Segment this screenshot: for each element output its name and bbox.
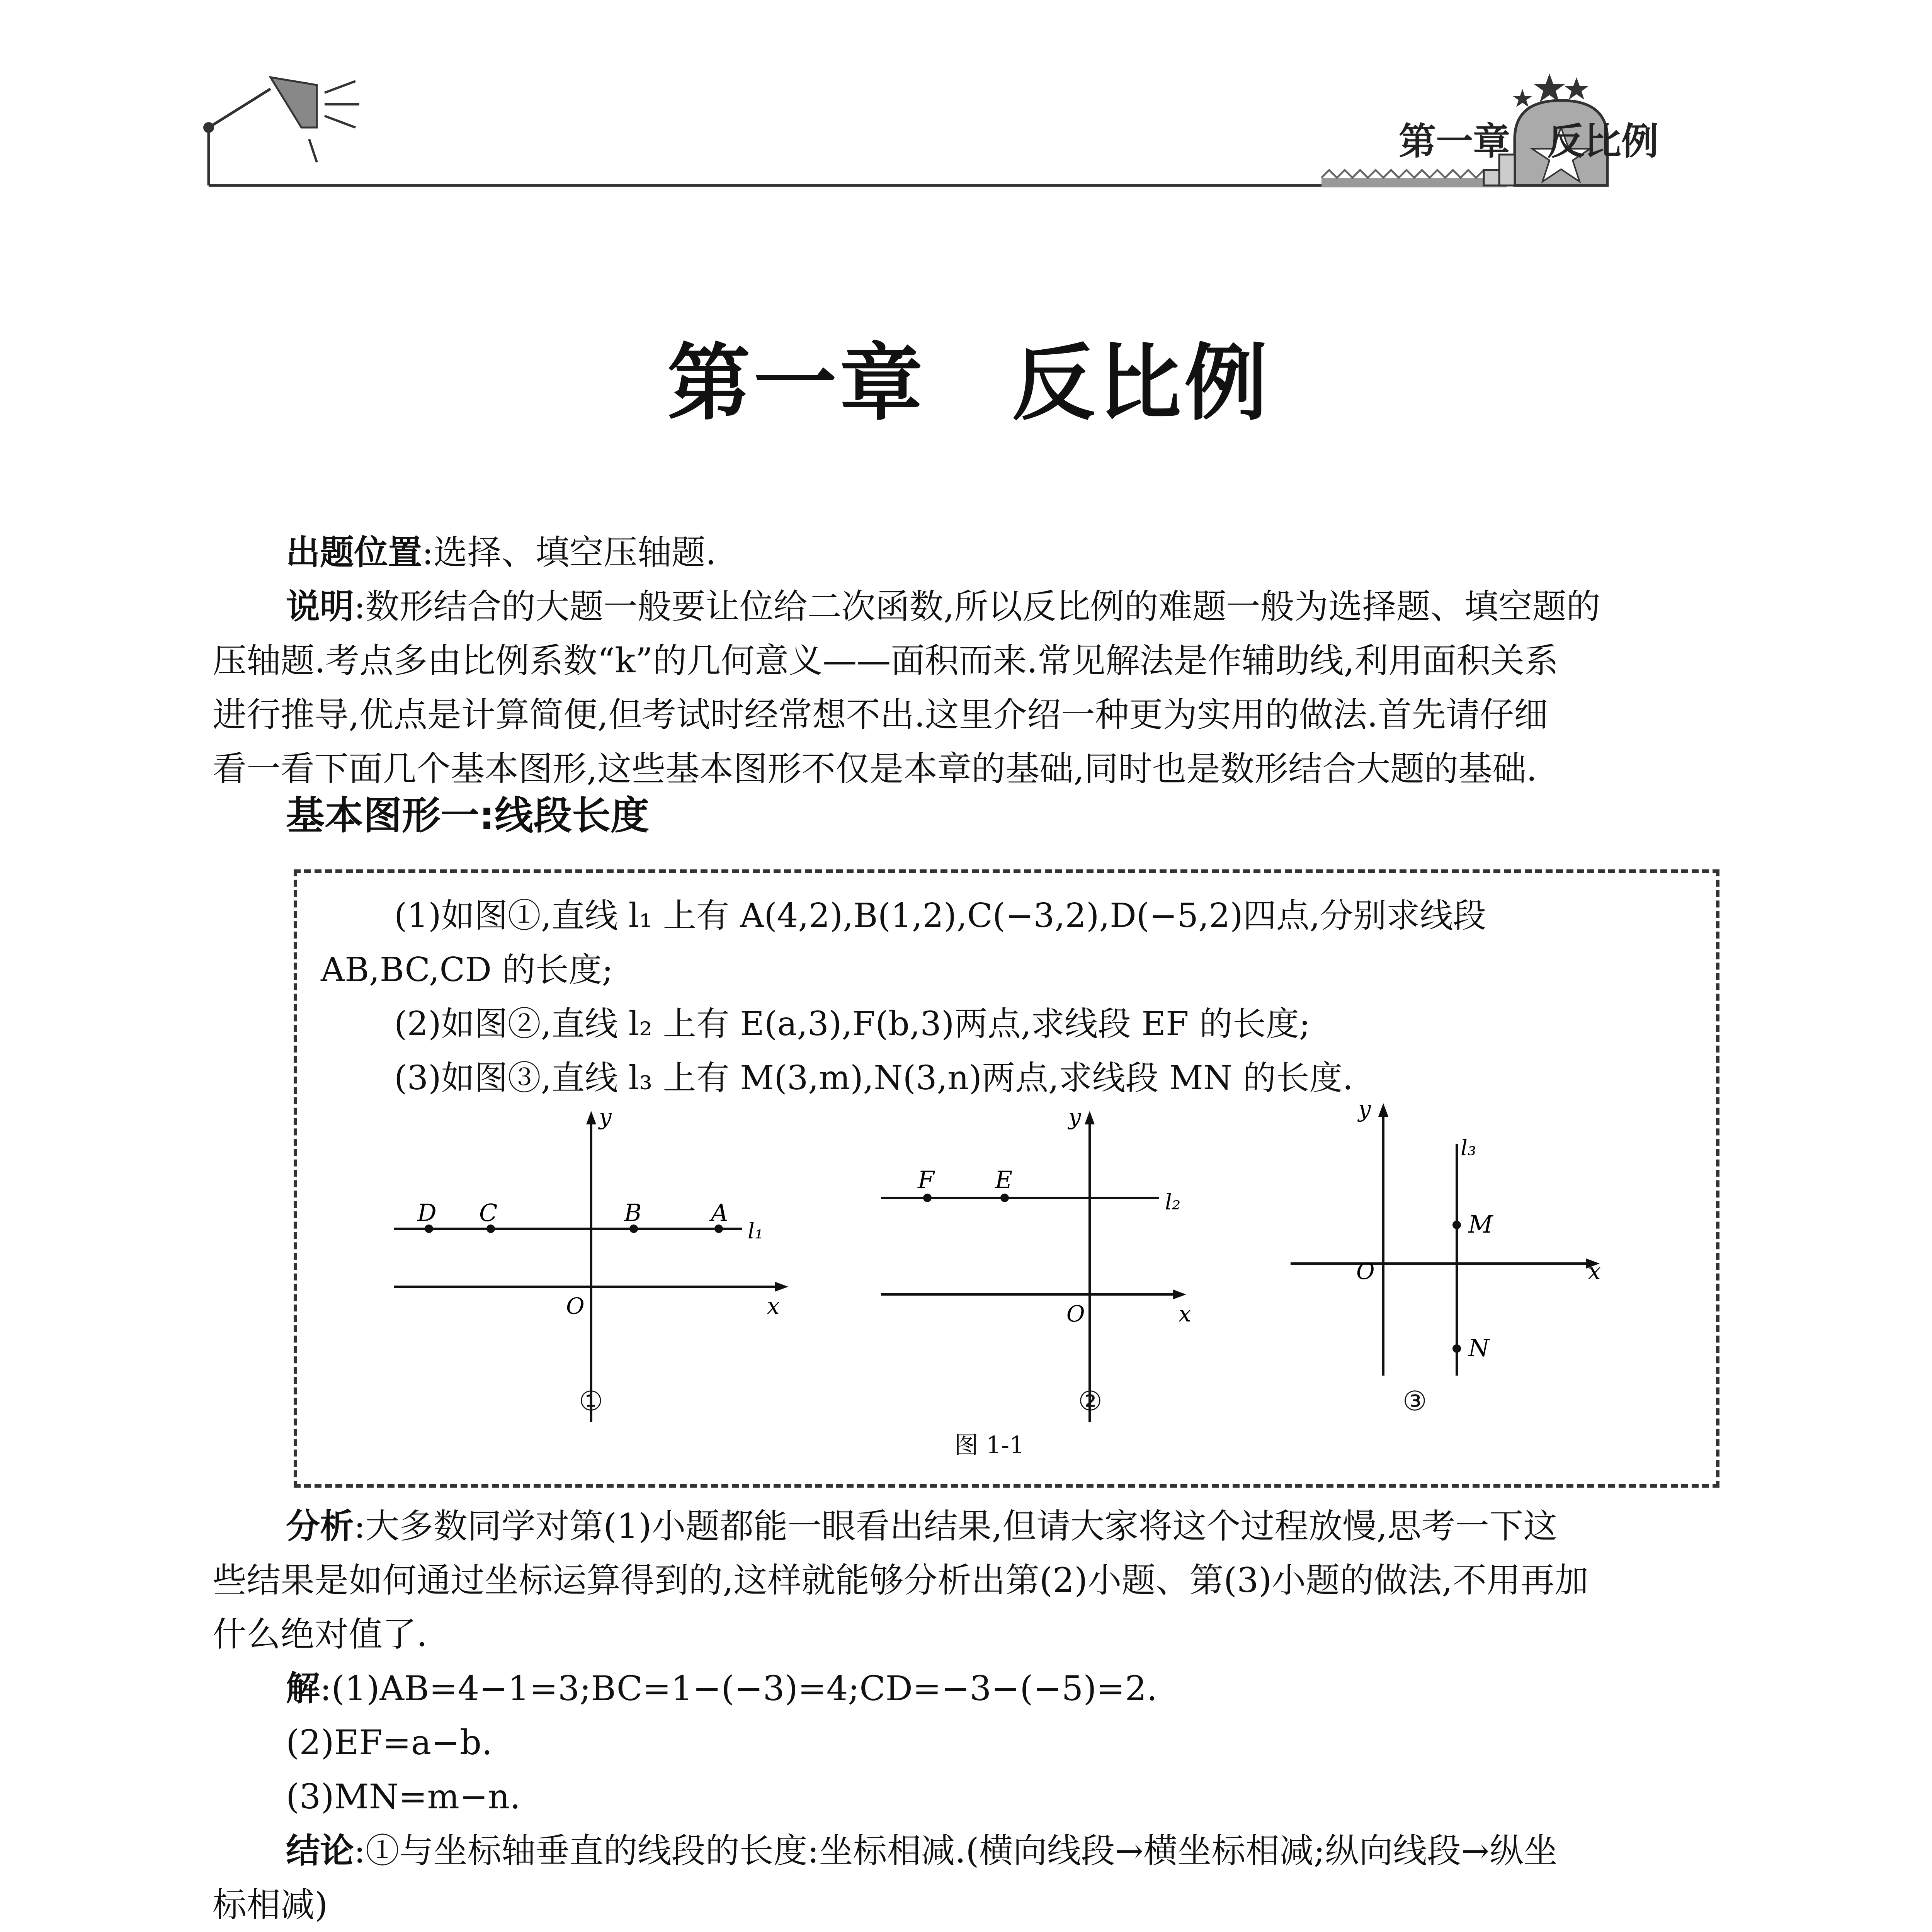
figure-num-3: ③ [1403,1385,1427,1417]
figure-1-1-a [386,1105,811,1422]
label-o: O [1066,1301,1085,1327]
page-title: 第一章 反比例 [667,334,1270,432]
solution-line-1 [286,1662,1157,1716]
intro-desc-line-2: 压轴题.考点多由比例系数“k”的几何意义——面积而来.常见解法是作辅助线,利用面积关系 [213,641,1559,680]
label-l3: l₃ [1461,1136,1476,1161]
point-m [1452,1221,1461,1229]
section-title: 基本图形一:线段长度 [286,793,649,838]
solution-line-2: (2)EF=a−b. [286,1723,493,1762]
label-l1: l₁ [748,1219,764,1244]
desc-label: 说明 [286,587,354,626]
label-d: D [417,1199,437,1227]
point-n [1452,1344,1461,1353]
figure-num-1: ① [579,1385,603,1417]
box1-line-4: (3)如图③,直线 l₃ 上有 M(3,m),N(3,n)两点,求线段 MN 的长度. [394,1059,1353,1097]
point-f [923,1194,932,1202]
analysis-line-1 [286,1499,1557,1553]
analysis-line-3: 什么绝对值了. [213,1614,427,1654]
solution-label: 解 [286,1668,320,1708]
label-m: M [1468,1210,1493,1238]
analysis-text: :大多数同学对第(1)小题都能一眼看出结果,但请大家将这个过程放慢,思考一下这 [354,1506,1558,1546]
label-a: A [711,1199,728,1227]
label-y: y [1068,1105,1081,1130]
label-n: N [1468,1334,1490,1362]
intro-desc-line-1 [286,580,1600,634]
analysis-line-2: 些结果是如何通过坐标运算得到的,这样就能够分析出第(2)小题、第(3)小题的做法,不用再加 [213,1560,1589,1600]
label-x: x [1179,1301,1191,1327]
label-x: x [767,1293,780,1319]
conclusion-line-2: 标相减) [213,1885,328,1925]
position-text: :选择、填空压轴题. [422,532,716,572]
intro-position [286,526,716,580]
intro-desc-line-3: 进行推导,优点是计算简便,但考试时经常想不出.这里介绍一种更为实用的做法.首先请仔细 [213,695,1548,735]
label-o: O [1356,1258,1375,1284]
desc-text: :数形结合的大题一般要让位给二次函数,所以反比例的难题一般为选择题、填空题的 [354,587,1600,626]
label-y: y [1358,1097,1371,1122]
conclusion-label: 结论 [286,1831,354,1871]
conclusion-text: :①与坐标轴垂直的线段的长度:坐标相减.(横向线段→横坐标相减;纵向线段→纵坐 [354,1831,1558,1871]
solution-line-3: (3)MN=m−n. [286,1777,521,1816]
lamp-icon [270,77,359,162]
figure-1-1-c [1283,1097,1631,1399]
conclusion-line-1 [286,1824,1558,1878]
label-c: C [479,1199,498,1227]
box1-line-2: AB,BC,CD 的长度; [321,951,613,989]
label-b: B [624,1199,642,1227]
position-label: 出题位置 [286,532,422,572]
figure-1-1-b [873,1105,1221,1422]
label-e: E [995,1166,1013,1194]
label-l2: l₂ [1165,1190,1181,1215]
label-y: y [599,1105,612,1130]
solution-text: :(1)AB=4−1=3;BC=1−(−3)=4;CD=−3−(−5)=2. [320,1668,1158,1708]
figure-num-2: ② [1078,1385,1102,1417]
label-x: x [1588,1258,1601,1284]
header-chapter-label: 第一章 反比例 [1399,120,1658,163]
analysis-label: 分析 [286,1506,354,1546]
intro-desc-line-4: 看一看下面几个基本图形,这些基本图形不仅是本章的基础,同时也是数形结合大题的基础. [213,749,1537,789]
box1-line-3: (2)如图②,直线 l₂ 上有 E(a,3),F(b,3)两点,求线段 EF 的长度; [394,1005,1311,1043]
figure-caption-1-1: 图 1-1 [954,1431,1025,1459]
label-f: F [918,1166,935,1194]
box1-line-1: (1)如图①,直线 l₁ 上有 A(4,2),B(1,2),C(−3,2),D(−5,2)四点,分别求线段 [394,896,1486,935]
label-o: O [566,1293,585,1319]
point-e [1000,1194,1009,1202]
